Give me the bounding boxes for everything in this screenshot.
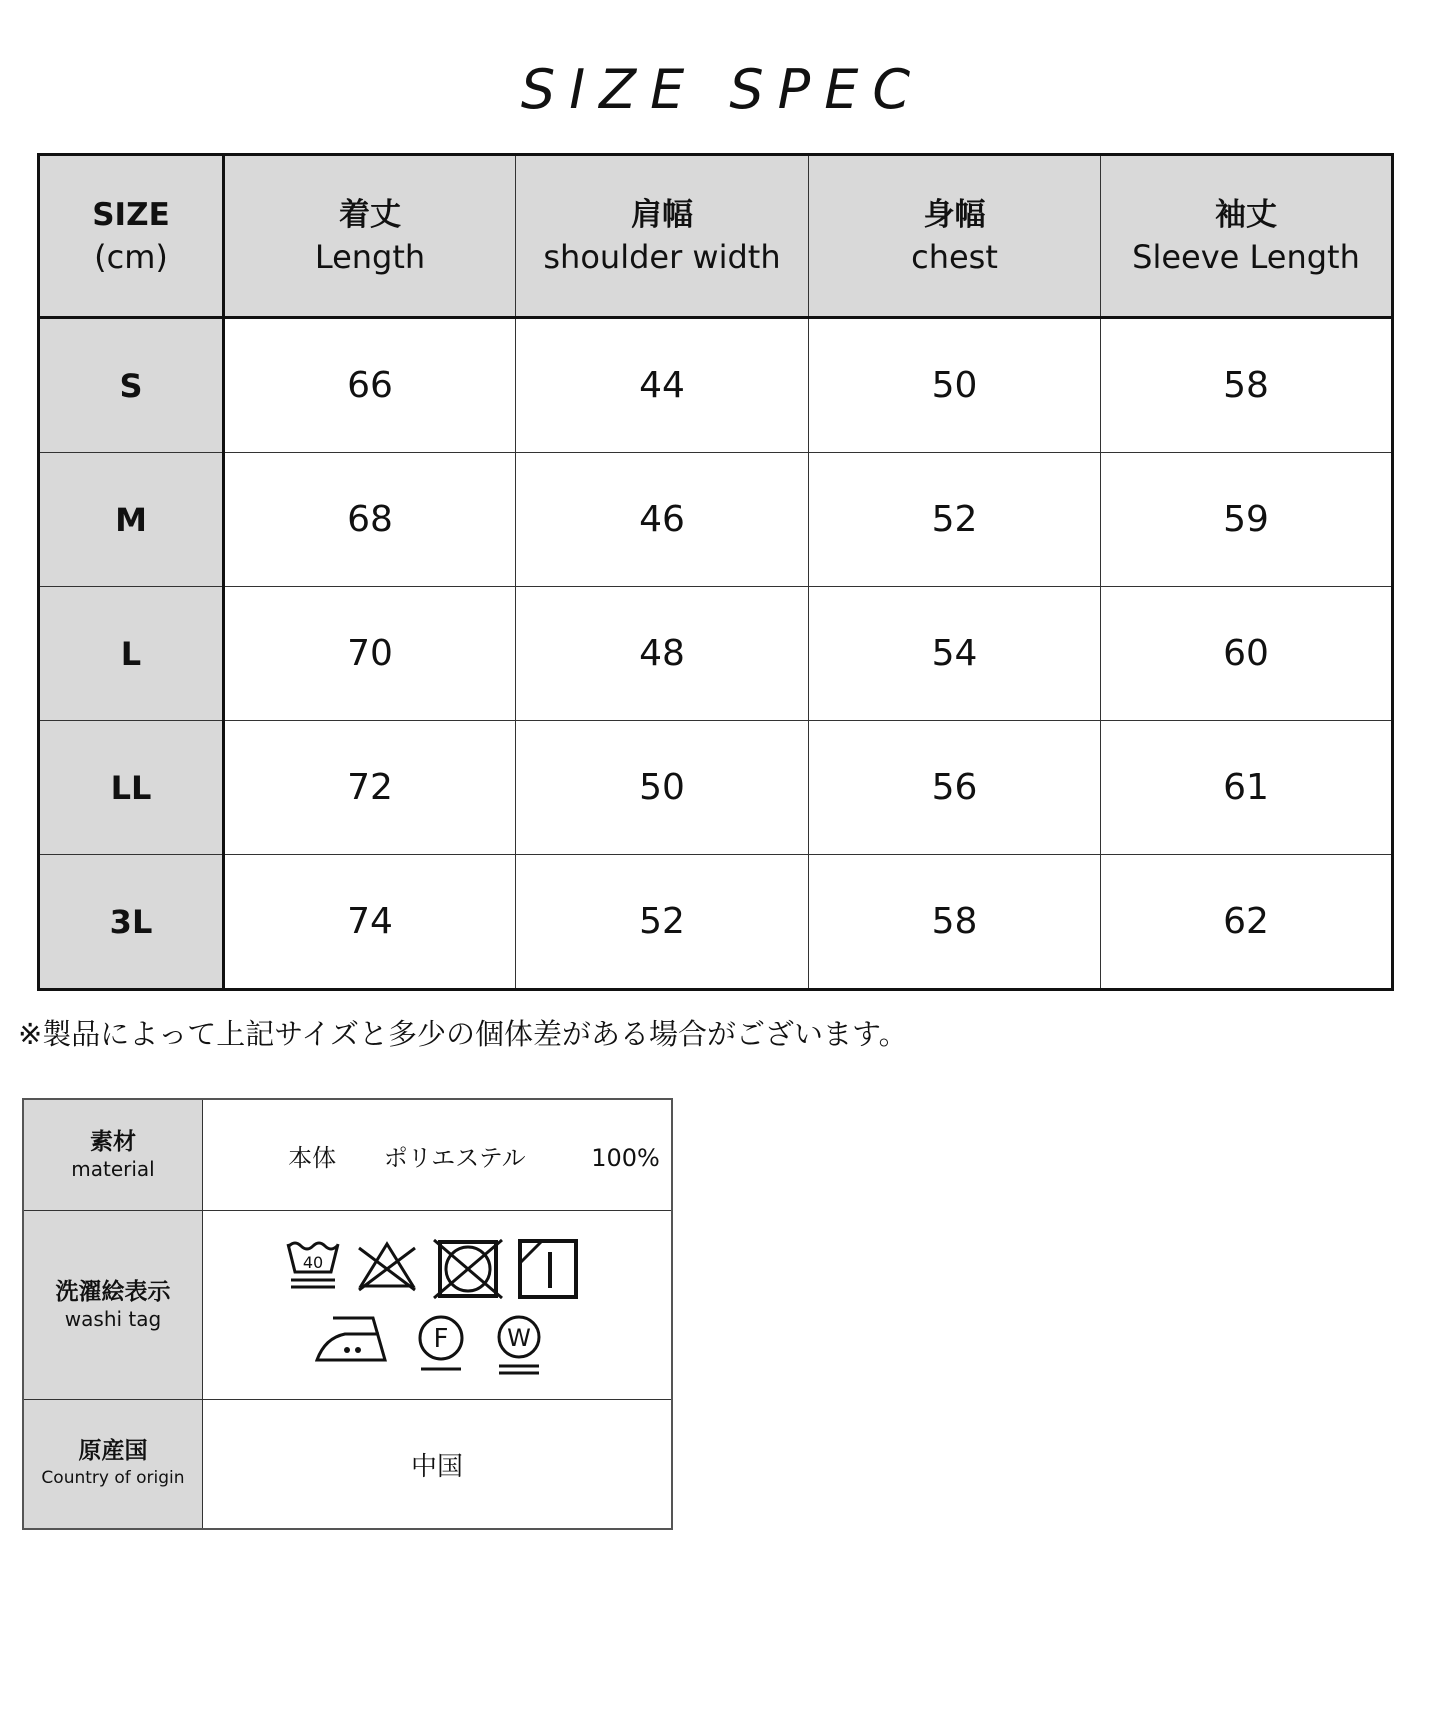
wash-40-gentle-icon bbox=[285, 1238, 341, 1294]
sleeve-value: 59 bbox=[1101, 453, 1393, 587]
dry-clean-f-gentle-icon bbox=[415, 1314, 467, 1374]
chest-value: 50 bbox=[809, 318, 1101, 453]
origin-row bbox=[23, 1400, 672, 1530]
material-row bbox=[23, 1099, 672, 1211]
no-bleach-icon bbox=[355, 1238, 419, 1294]
chest-value: 58 bbox=[809, 855, 1101, 990]
table-row bbox=[39, 855, 1393, 990]
washi-symbols bbox=[203, 1211, 673, 1400]
table-row bbox=[39, 587, 1393, 721]
table-row bbox=[39, 318, 1393, 453]
shoulder-value: 52 bbox=[516, 855, 809, 990]
size-label: 3L bbox=[39, 855, 224, 990]
origin-label: 原産国 Country of origin bbox=[23, 1400, 203, 1530]
drip-dry-shade-icon bbox=[517, 1238, 579, 1300]
size-variance-note: ※製品によって上記サイズと多少の個体差がある場合がございます。 bbox=[18, 1017, 908, 1051]
table-row bbox=[39, 453, 1393, 587]
length-value: 66 bbox=[224, 318, 516, 453]
length-value: 68 bbox=[224, 453, 516, 587]
header-chest: 身幅 chest bbox=[809, 155, 1101, 318]
chest-value: 54 bbox=[809, 587, 1101, 721]
origin-value: 中国 bbox=[203, 1400, 673, 1530]
table-header-row bbox=[39, 155, 1393, 318]
shoulder-value: 50 bbox=[516, 721, 809, 855]
material-label: 素材 material bbox=[23, 1099, 203, 1211]
svg-text:40: 40 bbox=[302, 1253, 324, 1272]
material-fabric: ポリエステル bbox=[383, 1143, 526, 1172]
svg-text:W: W bbox=[507, 1324, 531, 1352]
iron-medium-icon bbox=[315, 1314, 389, 1364]
sleeve-value: 58 bbox=[1101, 318, 1393, 453]
wet-clean-very-gentle-icon bbox=[493, 1314, 545, 1378]
shoulder-value: 44 bbox=[516, 318, 809, 453]
chest-value: 56 bbox=[809, 721, 1101, 855]
shoulder-value: 46 bbox=[516, 453, 809, 587]
washi-label: 洗濯絵表示 washi tag bbox=[23, 1211, 203, 1400]
size-label: S bbox=[39, 318, 224, 453]
header-shoulder-width: 肩幅 shoulder width bbox=[516, 155, 809, 318]
sleeve-value: 61 bbox=[1101, 721, 1393, 855]
material-part: 本体 bbox=[288, 1143, 337, 1172]
header-sleeve-length: 袖丈 Sleeve Length bbox=[1101, 155, 1393, 318]
header-size: SIZE (cm) bbox=[39, 155, 224, 318]
no-tumble-dry-icon bbox=[433, 1238, 503, 1300]
table-row bbox=[39, 721, 1393, 855]
size-label: LL bbox=[39, 721, 224, 855]
product-info-table bbox=[22, 1098, 673, 1530]
size-label: M bbox=[39, 453, 224, 587]
length-value: 74 bbox=[224, 855, 516, 990]
size-label: L bbox=[39, 587, 224, 721]
material-percent: 100% bbox=[591, 1143, 660, 1172]
washi-tag-row bbox=[23, 1211, 672, 1400]
length-value: 72 bbox=[224, 721, 516, 855]
size-spec-table bbox=[37, 153, 1394, 991]
shoulder-value: 48 bbox=[516, 587, 809, 721]
page-title: SIZE SPEC bbox=[520, 58, 925, 121]
chest-value: 52 bbox=[809, 453, 1101, 587]
sleeve-value: 60 bbox=[1101, 587, 1393, 721]
material-value bbox=[203, 1099, 673, 1211]
sleeve-value: 62 bbox=[1101, 855, 1393, 990]
svg-text:F: F bbox=[433, 1324, 449, 1354]
header-length: 着丈 Length bbox=[224, 155, 516, 318]
length-value: 70 bbox=[224, 587, 516, 721]
